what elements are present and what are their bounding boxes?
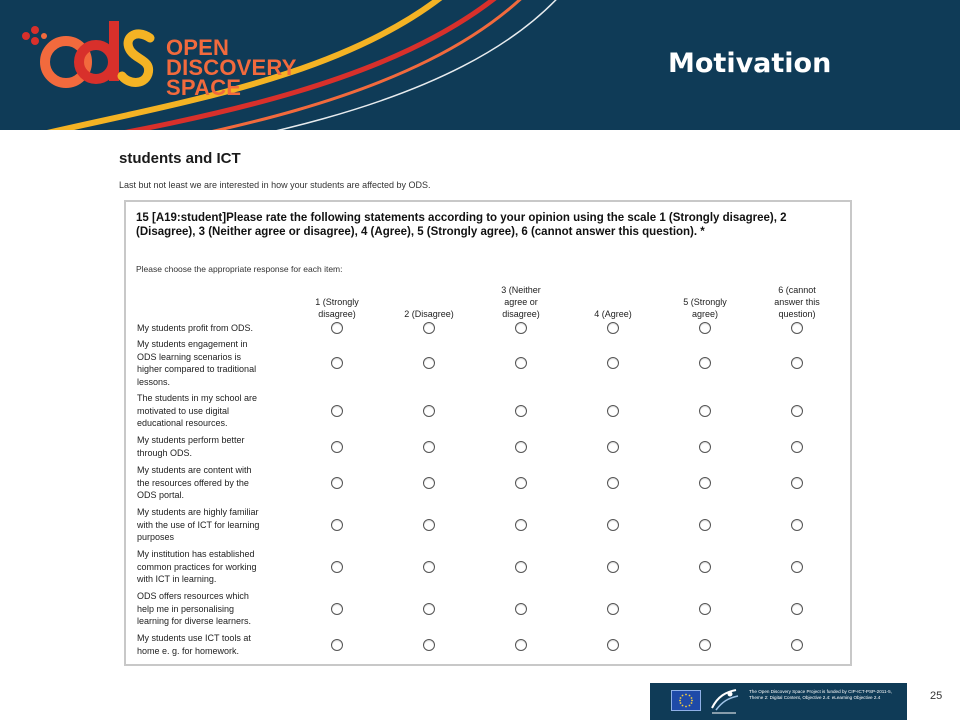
radio-row7-option3[interactable] [515, 561, 527, 573]
radio-row3-option3[interactable] [515, 405, 527, 417]
statement-label-5 [137, 464, 287, 502]
radio-row3-option1[interactable] [331, 405, 343, 417]
statement-label-line: My institution has established [137, 549, 255, 559]
column-header-line: 4 (Agree) [594, 309, 632, 319]
column-header-4 [568, 308, 658, 320]
radio-row5-option6[interactable] [791, 477, 803, 489]
statement-label-line: My students engagement in [137, 339, 248, 349]
funding-footer [650, 683, 907, 720]
statement-label-line: My students profit from ODS. [137, 323, 254, 333]
radio-row9-option2[interactable] [423, 639, 435, 651]
radio-row9-option1[interactable] [331, 639, 343, 651]
ods-logo[interactable] [18, 16, 297, 100]
radio-row5-option4[interactable] [607, 477, 619, 489]
radio-row8-option5[interactable] [699, 603, 711, 615]
column-header-line: agree or [504, 297, 538, 307]
statement-label-line: common practices for working [137, 561, 257, 572]
radio-row1-option4[interactable] [607, 322, 619, 334]
eu-flag-icon [671, 690, 701, 711]
column-header-line: question) [778, 309, 816, 319]
column-header-1 [292, 296, 382, 320]
radio-row2-option4[interactable] [607, 357, 619, 369]
statement-label-7 [137, 548, 287, 586]
column-header-2 [384, 308, 474, 320]
radio-row1-option5[interactable] [699, 322, 711, 334]
column-header-5 [660, 296, 750, 320]
statement-label-line: ODS offers resources which [137, 591, 249, 601]
statement-label-line: My students are content with [137, 465, 252, 475]
statement-label-line: ODS learning scenarios is [137, 351, 242, 362]
ict-psp-logo-icon [708, 686, 740, 716]
radio-row8-option6[interactable] [791, 603, 803, 615]
radio-row3-option4[interactable] [607, 405, 619, 417]
column-header-6 [752, 284, 842, 320]
statement-label-2 [137, 338, 287, 388]
radio-row7-option1[interactable] [331, 561, 343, 573]
column-header-line: 3 (Neither [501, 285, 541, 295]
radio-row8-option2[interactable] [423, 603, 435, 615]
radio-row5-option2[interactable] [423, 477, 435, 489]
radio-row6-option4[interactable] [607, 519, 619, 531]
statement-label-line: ODS portal. [137, 490, 185, 500]
statement-label-line: purposes [137, 532, 175, 542]
radio-row7-option6[interactable] [791, 561, 803, 573]
statement-label-line: educational resources. [137, 418, 228, 428]
radio-row6-option6[interactable] [791, 519, 803, 531]
column-header-line: agree) [691, 309, 718, 319]
radio-row4-option4[interactable] [607, 441, 619, 453]
radio-row7-option4[interactable] [607, 561, 619, 573]
statement-label-line: motivated to use digital [137, 405, 230, 416]
radio-row4-option2[interactable] [423, 441, 435, 453]
column-header-line: answer this [774, 297, 820, 307]
section-intro: Last but not least we are interested in how your students are affected by ODS. [119, 180, 431, 190]
statement-label-line: higher compared to traditional [137, 364, 257, 374]
statement-label-line: the resources offered by the [137, 477, 249, 488]
statement-label-line: through ODS. [137, 447, 193, 458]
column-header-line: disagree) [502, 309, 540, 319]
column-header-line: 1 (Strongly [315, 297, 359, 307]
radio-row2-option3[interactable] [515, 357, 527, 369]
radio-row4-option6[interactable] [791, 441, 803, 453]
radio-row3-option2[interactable] [423, 405, 435, 417]
statement-label-line: with ICT in learning. [137, 574, 217, 584]
radio-row3-option5[interactable] [699, 405, 711, 417]
radio-row5-option5[interactable] [699, 477, 711, 489]
page-number: 25 [930, 690, 943, 702]
radio-row4-option1[interactable] [331, 441, 343, 453]
radio-row2-option6[interactable] [791, 357, 803, 369]
column-header-3 [476, 284, 566, 320]
logo-line-3: SPACE [166, 75, 242, 100]
question-text: 15 [A19:student]Please rate the following statements according to your opinion using the scale 1 (Strongly disagree), 2 (Disagree), 3 (Neither agree or disagree), 4 (Agree), 5 (Strongly agree), 6 (cannot answer this question). * [136, 212, 787, 238]
radio-row5-option3[interactable] [515, 477, 527, 489]
question-help: Please choose the appropriate response for each item: [136, 264, 343, 274]
statement-label-8 [137, 590, 287, 628]
radio-row2-option5[interactable] [699, 357, 711, 369]
ods-logo-icon [18, 16, 158, 96]
statement-label-3 [137, 392, 287, 430]
slide-title: Motivation [668, 48, 832, 79]
statement-label-line: with the use of ICT for learning [137, 519, 260, 530]
section-title: students and ICT [119, 150, 241, 167]
radio-row9-option6[interactable] [791, 639, 803, 651]
radio-row6-option3[interactable] [515, 519, 527, 531]
radio-row7-option5[interactable] [699, 561, 711, 573]
logo-line-2: DISCOVERY [166, 55, 297, 80]
radio-row6-option5[interactable] [699, 519, 711, 531]
radio-row9-option4[interactable] [607, 639, 619, 651]
radio-row1-option1[interactable] [331, 322, 343, 334]
radio-row1-option3[interactable] [515, 322, 527, 334]
radio-row6-option2[interactable] [423, 519, 435, 531]
statement-label-line: help me in personalising [137, 603, 235, 614]
radio-row8-option3[interactable] [515, 603, 527, 615]
statement-label-4 [137, 434, 287, 459]
column-header-line: 5 (Strongly [683, 297, 727, 307]
statement-label-line: home e. g. for homework. [137, 645, 240, 656]
statement-label-line: learning for diverse learners. [137, 616, 252, 626]
radio-row9-option3[interactable] [515, 639, 527, 651]
radio-row2-option1[interactable] [331, 357, 343, 369]
column-header-line: disagree) [318, 309, 356, 319]
radio-row5-option1[interactable] [331, 477, 343, 489]
statement-label-line: The students in my school are [137, 393, 258, 403]
statement-label-9 [137, 632, 287, 657]
radio-row1-option2[interactable] [423, 322, 435, 334]
radio-row3-option6[interactable] [791, 405, 803, 417]
logo-wordmark [166, 35, 297, 100]
statement-label-line: My students perform better [137, 435, 245, 445]
radio-row4-option3[interactable] [515, 441, 527, 453]
radio-row2-option2[interactable] [423, 357, 435, 369]
radio-row1-option6[interactable] [791, 322, 803, 334]
question-box [124, 200, 852, 666]
logo-line-1: OPEN [166, 35, 230, 60]
radio-row8-option4[interactable] [607, 603, 619, 615]
statement-label-6 [137, 506, 287, 544]
radio-row8-option1[interactable] [331, 603, 343, 615]
statement-label-line: My students are highly familiar [137, 507, 259, 517]
statement-label-1 [137, 322, 287, 335]
column-header-line: 6 (cannot [778, 285, 816, 295]
radio-row9-option5[interactable] [699, 639, 711, 651]
radio-row7-option2[interactable] [423, 561, 435, 573]
radio-row4-option5[interactable] [699, 441, 711, 453]
statement-label-line: lessons. [137, 376, 171, 387]
column-header-line: 2 (Disagree) [404, 309, 454, 319]
radio-row6-option1[interactable] [331, 519, 343, 531]
funding-text: The Open Discovery Space Project is funded by CIP-ICT-PSP-2011-5, Theme 2: Digital Content, Objective 2.4: eLearning Objective 2.4 [749, 689, 892, 700]
statement-label-line: My students use ICT tools at [137, 633, 251, 643]
header-banner [0, 0, 960, 130]
